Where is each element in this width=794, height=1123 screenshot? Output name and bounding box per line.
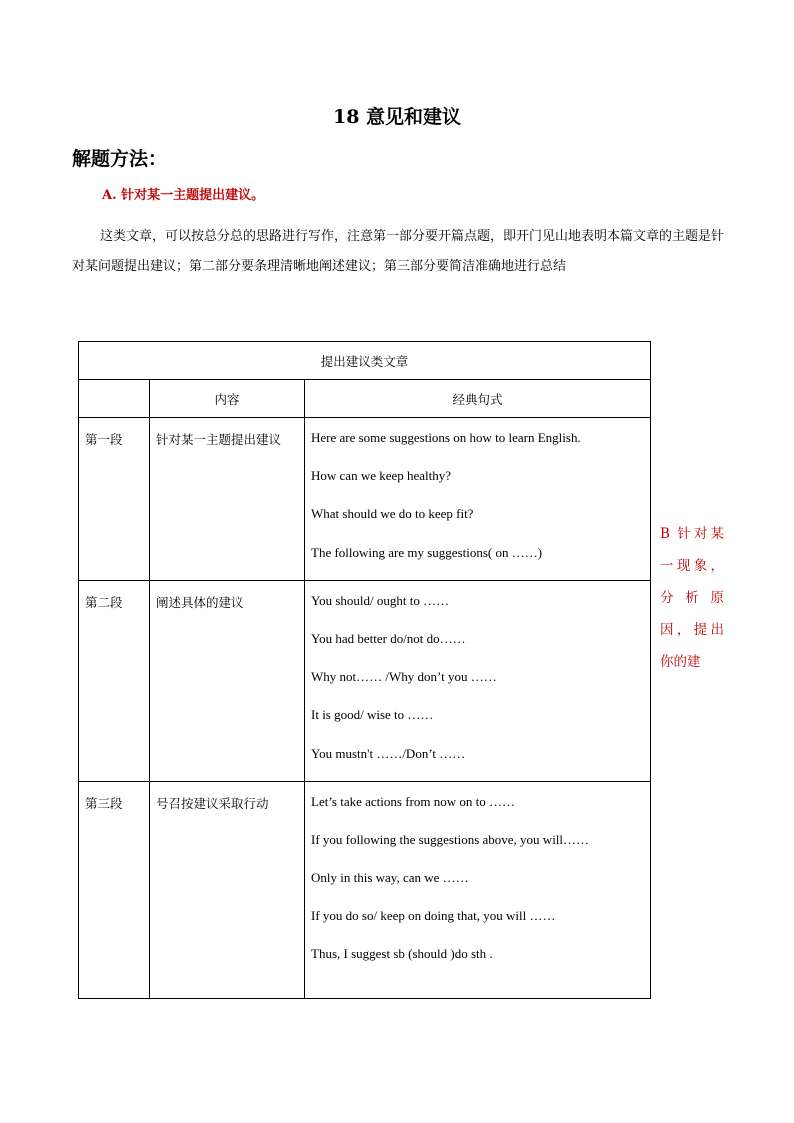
table-header: 提出建议类文章 (79, 342, 651, 380)
sentence-pattern: Why not…… /Why don’t you …… (311, 669, 497, 685)
table-row (79, 418, 651, 581)
row-content: 号召按建议采取行动 (150, 781, 305, 998)
page-title: 18 意见和建议 (332, 106, 462, 128)
table-body (79, 418, 651, 999)
sentence-pattern: You had better do/not do…… (311, 630, 466, 646)
table-row (79, 580, 651, 781)
row-sentences (305, 580, 651, 781)
section-heading: 解题方法： (72, 148, 168, 170)
sentence-pattern: Let’s take actions from now on to …… (311, 793, 515, 809)
intro-paragraph: 这类文章，可以按总分总的思路进行写作，注意第一部分要开篇点题，即开门见山地表明本篇文章的主题是针对某问题提出建议；第二部分要条理清晰地阐述建议；第三部分要简洁准确地进行总结 (72, 229, 725, 274)
side-note-line: 分 析 原 (660, 590, 724, 606)
side-note-b (660, 518, 724, 678)
row-sentences (305, 781, 651, 998)
row-label: 第一段 (79, 418, 150, 581)
sentence-pattern: You mustn't ……/Don’t …… (311, 745, 466, 761)
side-note-line: 一现象， (660, 558, 724, 574)
sentence-pattern: Thus, I suggest sb (should )do sth . (311, 946, 493, 962)
side-note-line: B 针对某 (660, 526, 724, 542)
sentence-pattern: Here are some suggestions on how to learn English. (311, 430, 581, 445)
column-header-empty (79, 380, 150, 418)
sentence-pattern: If you do so/ keep on doing that, you will …… (311, 908, 556, 924)
sentence-pattern: Only in this way, can we …… (311, 870, 469, 886)
sentence-pattern: How can we keep healthy? (311, 468, 452, 484)
sentence-pattern: The following are my suggestions( on ……) (311, 544, 543, 560)
suggestion-table (78, 341, 651, 999)
column-header-sentences: 经典句式 (305, 380, 651, 418)
row-content: 阐述具体的建议 (150, 580, 305, 781)
side-note-line: 你的建 (660, 654, 701, 670)
table-row (79, 781, 651, 998)
row-label: 第二段 (79, 580, 150, 781)
row-sentences (305, 418, 651, 581)
sentence-pattern: You should/ ought to …… (311, 592, 450, 608)
sentence-pattern: What should we do to keep fit? (311, 506, 474, 522)
sentence-pattern: If you following the suggestions above, you will…… (311, 831, 590, 847)
row-label: 第三段 (79, 781, 150, 998)
table-header-row (79, 342, 651, 380)
subheading-a: A. 针对某一主题提出建议。 (102, 188, 265, 203)
row-content: 针对某一主题提出建议 (150, 418, 305, 581)
sentence-pattern: It is good/ wise to …… (311, 707, 434, 723)
column-header-row (79, 380, 651, 418)
side-note-line: 因，提出 (660, 622, 724, 638)
column-header-content: 内容 (150, 380, 305, 418)
